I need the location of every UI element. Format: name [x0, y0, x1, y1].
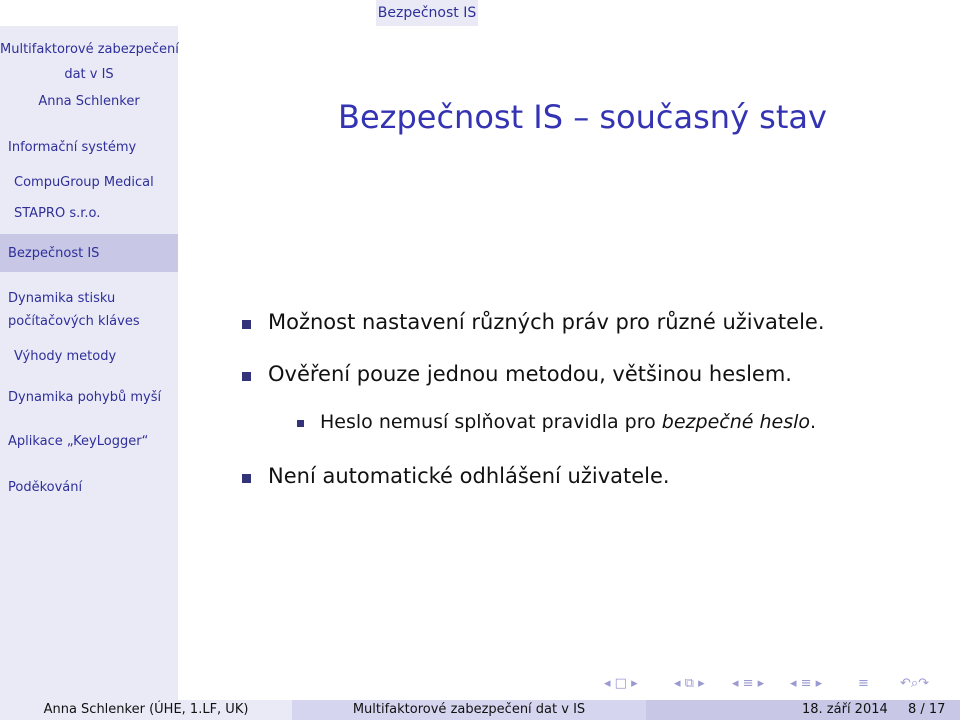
footer-info	[646, 700, 960, 720]
bullet-marker-icon	[242, 474, 251, 483]
nav-frame-icon[interactable]: ◂ ⧉ ▸	[674, 676, 705, 691]
footer-author[interactable]: Anna Schlenker (ÚHE, 1.LF, UK)	[0, 700, 292, 720]
sidebar-item-bezpecnost-is[interactable]: Bezpečnost IS	[8, 246, 100, 261]
nav-search-icon[interactable]: ↶⌕↷	[900, 676, 930, 691]
bullet-item: Ověření pouze jednou metodou, většinou heslem.	[268, 362, 792, 386]
sidebar-item-podekovani[interactable]: Poděkování	[8, 480, 83, 495]
sub-bullet-emphasis: bezpečné heslo	[661, 411, 811, 433]
sidebar-item-compugroup-medical[interactable]: CompuGroup Medical	[14, 175, 154, 190]
sidebar-item-dynamika-pohybu-mysi[interactable]: Dynamika pohybů myší	[8, 390, 162, 405]
footer-page-number: 8 / 17	[908, 702, 946, 717]
sidebar-item-vyhody-metody[interactable]: Výhody metody	[14, 349, 117, 364]
sidebar-author[interactable]: Anna Schlenker	[38, 94, 140, 109]
nav-align-icon[interactable]: ≡	[858, 676, 869, 691]
footer	[0, 700, 960, 720]
sub-bullet-text: Heslo nemusí splňovat pravidla pro	[320, 411, 662, 433]
sidebar-item-stapro[interactable]: STAPRO s.r.o.	[14, 206, 101, 221]
footer-date: 18. září 2014	[802, 702, 888, 717]
header-bar	[0, 0, 960, 26]
sub-bullet-suffix: .	[810, 411, 817, 433]
sidebar-item-informacni-systemy[interactable]: Informační systémy	[8, 140, 137, 155]
sub-bullet-marker-icon	[297, 420, 304, 427]
sidebar-item-dynamika-stisku[interactable]: Dynamika stisku	[8, 291, 116, 306]
bullet-marker-icon	[242, 320, 251, 329]
footer-title[interactable]: Multifaktorové zabezpečení dat v IS	[292, 700, 646, 720]
nav-prev-frame-icon[interactable]: ◂ □ ▸	[604, 676, 638, 691]
slide-title: Bezpečnost IS – současný stav	[338, 98, 827, 136]
bullet-item: Není automatické odhlášení uživatele.	[268, 464, 670, 488]
nav-section-icon[interactable]: ◂ ≡ ▸	[790, 676, 823, 691]
sub-bullet-item	[320, 411, 816, 433]
sidebar	[0, 26, 178, 700]
nav-subsection-icon[interactable]: ◂ ≡ ▸	[732, 676, 765, 691]
sidebar-presentation-title[interactable]: Multifaktorové zabezpečení	[0, 42, 179, 57]
sidebar-item-aplikace-keylogger[interactable]: Aplikace „KeyLogger“	[8, 434, 149, 449]
bullet-marker-icon	[242, 372, 251, 381]
header-section-tab[interactable]: Bezpečnost IS	[376, 0, 478, 26]
sidebar-item-dynamika-stisku-2[interactable]: počítačových kláves	[8, 314, 140, 329]
bullet-item: Možnost nastavení různých práv pro různé uživatele.	[268, 310, 825, 334]
sidebar-presentation-title-2[interactable]: dat v IS	[64, 67, 114, 82]
